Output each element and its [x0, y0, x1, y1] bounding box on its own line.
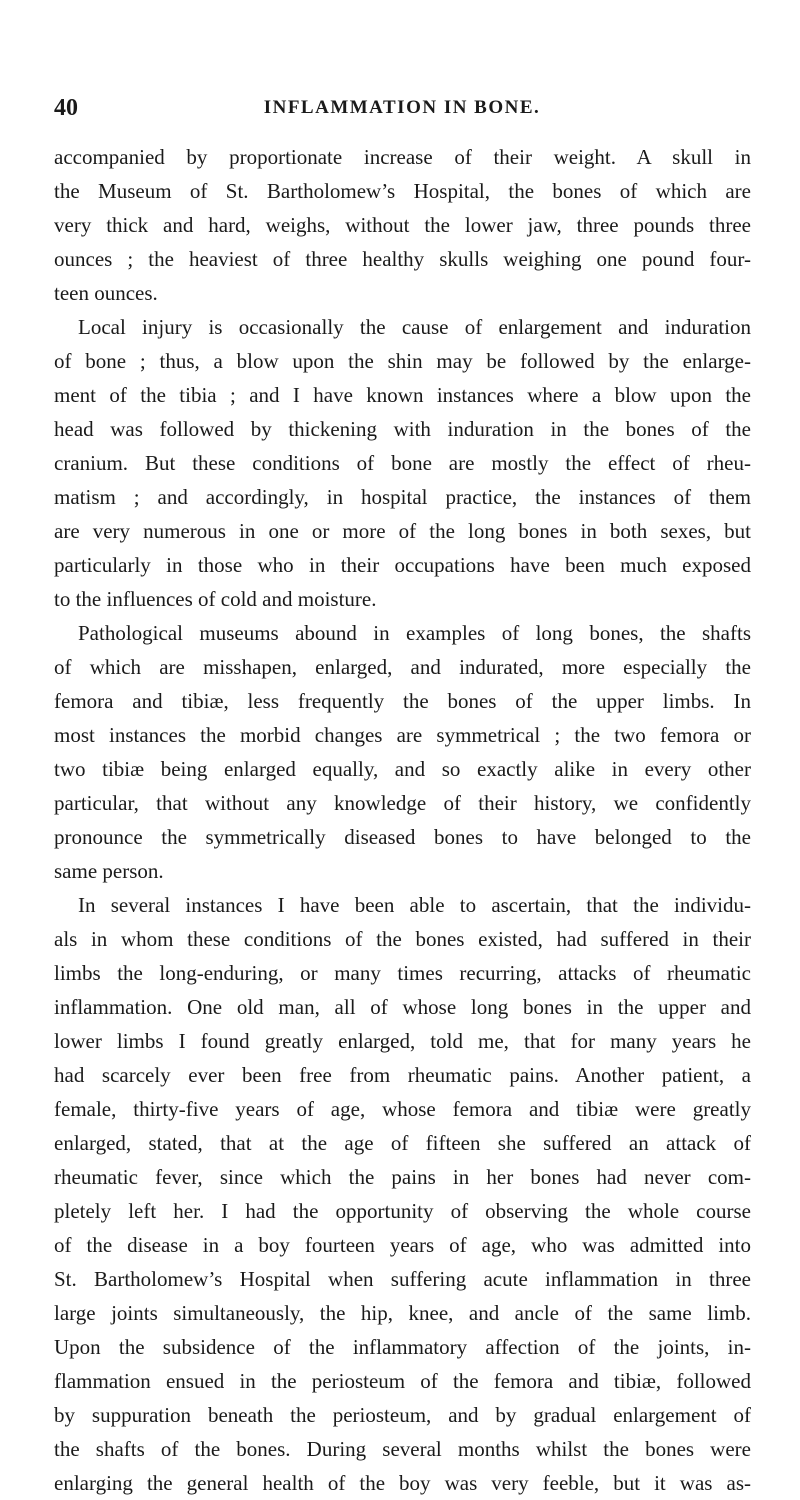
text-line: accompanied by proportionate increase of their weight. A skull in [54, 145, 751, 169]
running-title: INFLAMMATION IN BONE. [263, 97, 541, 118]
text-line: two tibiæ being enlarged equally, and so exactly alike in every other [54, 757, 751, 781]
text-line: als in whom these conditions of the bones existed, had suffered in their [54, 927, 751, 951]
text-line: pronounce the symmetrically diseased bones to have belonged to the [54, 825, 751, 849]
text-line: had scarcely ever been free from rheumatic pains. Another patient, a [54, 1063, 751, 1087]
text-line: head was followed by thickening with induration in the bones of the [54, 417, 751, 441]
text-line: very thick and hard, weighs, without the lower jaw, three pounds three [54, 213, 751, 237]
text-line: of bone ; thus, a blow upon the shin may be followed by the enlarge- [54, 349, 751, 373]
text-line: limbs the long-enduring, or many times recurring, attacks of rheumatic [54, 961, 751, 985]
text-line: same person. [54, 859, 164, 883]
text-line: teen ounces. [54, 281, 158, 305]
text-line: Upon the subsidence of the inflammatory affection of the joints, in- [54, 1335, 751, 1359]
text-line: of the disease in a boy fourteen years of age, who was admitted into [54, 1233, 751, 1257]
text-line: are very numerous in one or more of the long bones in both sexes, but [54, 519, 751, 543]
text-line: of which are misshapen, enlarged, and indurated, more especially the [54, 655, 751, 679]
text-line: ounces ; the heaviest of three healthy skulls weighing one pound four- [54, 247, 751, 271]
text-line: enlarged, stated, that at the age of fifteen she suffered an attack of [54, 1131, 751, 1155]
text-line: femora and tibiæ, less frequently the bones of the upper limbs. In [54, 689, 751, 713]
text-line: Pathological museums abound in examples of long bones, the shafts [78, 621, 751, 645]
text-line: St. Bartholomew’s Hospital when suffering acute inflammation in three [54, 1267, 751, 1291]
text-line: female, thirty-five years of age, whose femora and tibiæ were greatly [54, 1097, 751, 1121]
body-text [54, 140, 751, 1500]
text-line: In several instances I have been able to ascertain, that the individu- [78, 893, 751, 917]
text-line: particular, that without any knowledge of their history, we confidently [54, 791, 751, 815]
text-line: to the influences of cold and moisture. [54, 587, 377, 611]
text-line: by suppuration beneath the periosteum, and by gradual enlargement of [54, 1403, 751, 1427]
page-number: 40 [54, 95, 78, 121]
text-line: cranium. But these conditions of bone are mostly the effect of rheu- [54, 451, 751, 475]
text-line: most instances the morbid changes are symmetrical ; the two femora or [54, 723, 751, 747]
text-line: the shafts of the bones. During several months whilst the bones were [54, 1437, 751, 1461]
page-header [54, 92, 750, 124]
text-line: Local injury is occasionally the cause of enlargement and induration [78, 315, 751, 339]
text-line: particularly in those who in their occupations have been much exposed [54, 553, 751, 577]
text-line: ment of the tibia ; and I have known instances where a blow upon the [54, 383, 751, 407]
text-line: enlarging the general health of the boy was very feeble, but it was as- [54, 1471, 751, 1495]
text-line: rheumatic fever, since which the pains in her bones had never com- [54, 1165, 751, 1189]
text-line: matism ; and accordingly, in hospital practice, the instances of them [54, 485, 751, 509]
text-line: the Museum of St. Bartholomew’s Hospital, the bones of which are [54, 179, 751, 203]
text-line: inflammation. One old man, all of whose long bones in the upper and [54, 995, 751, 1019]
text-line: large joints simultaneously, the hip, knee, and ancle of the same limb. [54, 1301, 751, 1325]
text-line: flammation ensued in the periosteum of the femora and tibiæ, followed [54, 1369, 751, 1393]
text-line: lower limbs I found greatly enlarged, told me, that for many years he [54, 1029, 751, 1053]
text-line: pletely left her. I had the opportunity of observing the whole course [54, 1199, 751, 1223]
